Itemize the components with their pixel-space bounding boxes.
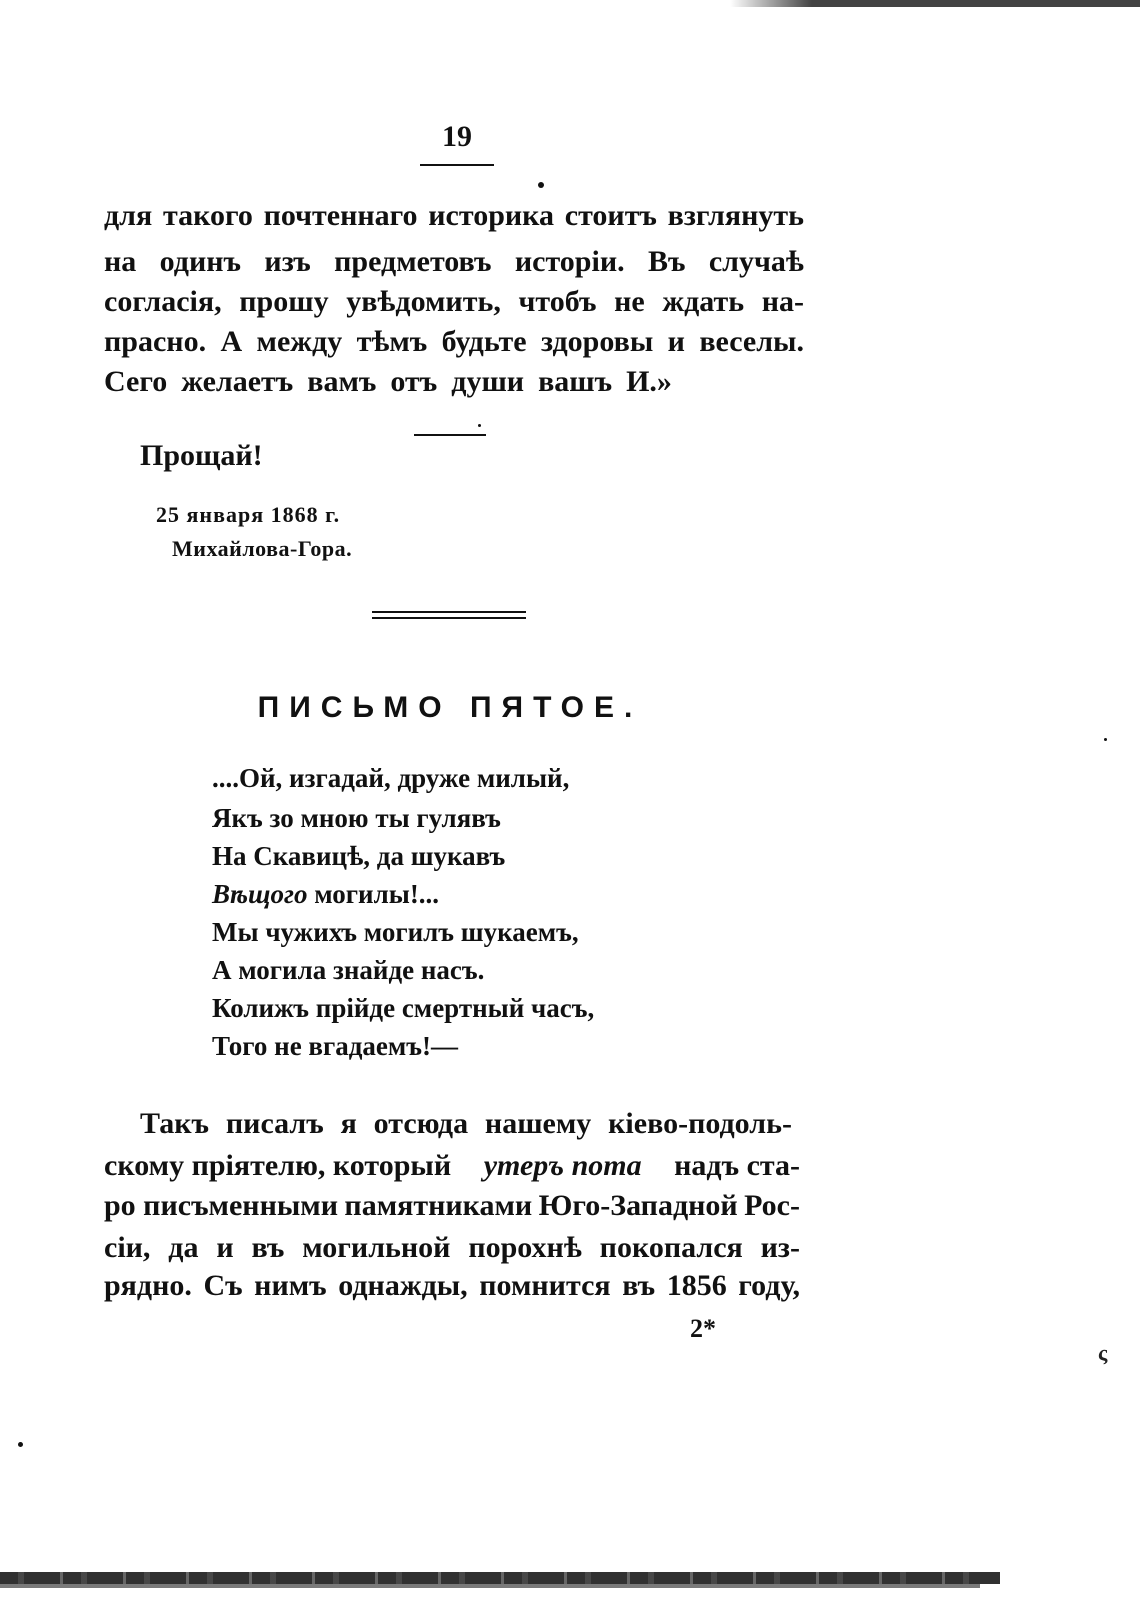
word: для <box>104 199 153 232</box>
ink-speck <box>18 1442 23 1447</box>
verse-text: могилы!... <box>307 879 440 909</box>
word: чтобъ <box>518 285 597 318</box>
word: между <box>256 325 343 358</box>
word: увѣдомить, <box>346 285 501 318</box>
verse-line: Колижъ прійде смертный часъ, <box>212 993 595 1023</box>
word: сіи, <box>104 1231 151 1264</box>
word: рядно. <box>104 1269 192 1302</box>
word: стоитъ <box>564 199 657 232</box>
word: писалъ <box>225 1107 324 1140</box>
text-run: надъ ста- <box>674 1149 800 1182</box>
word: одинъ <box>159 245 242 278</box>
word: предметовъ <box>334 245 492 278</box>
word: веселы. <box>699 325 804 358</box>
word: изъ <box>264 245 311 278</box>
word: на <box>104 245 137 278</box>
word: ждать <box>662 285 745 318</box>
word: такого <box>162 199 253 232</box>
word: кіево-подоль- <box>608 1107 792 1140</box>
page-number-rule <box>420 164 494 166</box>
text-line <box>104 1266 800 1306</box>
word: могильной <box>302 1231 451 1264</box>
word: Въ <box>647 245 686 278</box>
letter-date: 25 января 1868 г. <box>156 502 341 527</box>
word: Съ <box>203 1269 243 1302</box>
word: историка <box>428 199 555 232</box>
word: исторіи. <box>514 245 625 278</box>
word: Юго-Западной <box>538 1189 738 1222</box>
word: году, <box>738 1269 800 1302</box>
text-line <box>104 282 804 322</box>
section-rule <box>414 434 486 436</box>
word: и <box>216 1231 234 1264</box>
word: въ <box>251 1231 285 1264</box>
word: вамъ <box>307 365 377 398</box>
signature-mark: 2* <box>690 1314 716 1343</box>
word: тѣмъ <box>356 325 428 358</box>
verse-line: ....Ой, изгадай, друже милый, <box>212 763 570 793</box>
word: нашему <box>484 1107 592 1140</box>
word: случаѣ <box>708 245 804 278</box>
verse-line <box>212 876 439 912</box>
verse-line: Мы чужихъ могилъ шукаемъ, <box>212 917 579 947</box>
word: будьте <box>441 325 527 358</box>
word: вашъ <box>538 365 613 398</box>
word: И.» <box>626 365 672 398</box>
word: здоровы <box>540 325 654 358</box>
scan-border-top <box>730 0 1140 7</box>
word: желаетъ <box>181 365 294 398</box>
text-line <box>104 1186 800 1226</box>
word: отъ <box>390 365 438 398</box>
verse-italic: Вѣщого <box>212 879 308 909</box>
text-line <box>140 1104 792 1144</box>
text-line <box>104 322 804 362</box>
word: памятниками <box>344 1189 533 1222</box>
farewell: Прощай! <box>140 439 263 472</box>
italic-run: утеръ пота <box>483 1149 642 1182</box>
verse-line: Якъ зо мною ты гулявъ <box>212 803 501 833</box>
letter-place: Михайлова-Гора. <box>172 536 353 561</box>
word: отсюда <box>373 1107 469 1140</box>
word: прасно. <box>104 325 207 358</box>
word: порохнѣ <box>468 1231 582 1264</box>
word: покопался <box>599 1231 743 1264</box>
word: Такъ <box>140 1107 210 1140</box>
text-line <box>104 242 804 282</box>
verse-line: На Скавицѣ, да шукавъ <box>212 841 506 871</box>
word: ро писъменными <box>104 1189 339 1222</box>
word: из- <box>760 1231 800 1264</box>
word: взглянуть <box>667 199 804 232</box>
word: Рос- <box>744 1189 800 1222</box>
text-line <box>104 1228 800 1268</box>
word: однажды, <box>338 1269 468 1302</box>
ink-speck <box>1104 738 1107 741</box>
word: да <box>168 1231 199 1264</box>
scan-border-bottom-shadow <box>0 1584 980 1588</box>
ink-speck <box>538 182 544 188</box>
word: почтеннаго <box>263 199 418 232</box>
verse-line: А могила знайде насъ. <box>212 955 485 985</box>
double-divider <box>372 611 526 619</box>
word: я <box>340 1107 357 1140</box>
text-line <box>104 196 804 236</box>
text-run: скому пріятелю, который <box>104 1149 452 1182</box>
verse-line: Того не вгадаемъ!— <box>212 1031 459 1061</box>
word: въ <box>622 1269 656 1302</box>
word: на- <box>761 285 804 318</box>
page-number: 19 <box>442 120 472 153</box>
ink-speck <box>478 424 481 427</box>
section-title: ПИСЬМО ПЯТОЕ. <box>257 691 643 724</box>
word: нимъ <box>254 1269 327 1302</box>
word: помнится <box>479 1269 611 1302</box>
word: 1856 <box>666 1269 727 1302</box>
word: А <box>220 325 243 358</box>
text-line <box>104 362 804 402</box>
word: не <box>614 285 645 318</box>
word: Сего <box>104 365 168 398</box>
word: прошу <box>239 285 329 318</box>
text-line <box>104 1146 800 1186</box>
word: согласія, <box>104 285 222 318</box>
edge-mark: ς <box>1098 1340 1108 1365</box>
word: души <box>451 365 525 398</box>
scan-border-bottom <box>0 1572 1000 1584</box>
word: и <box>667 325 685 358</box>
